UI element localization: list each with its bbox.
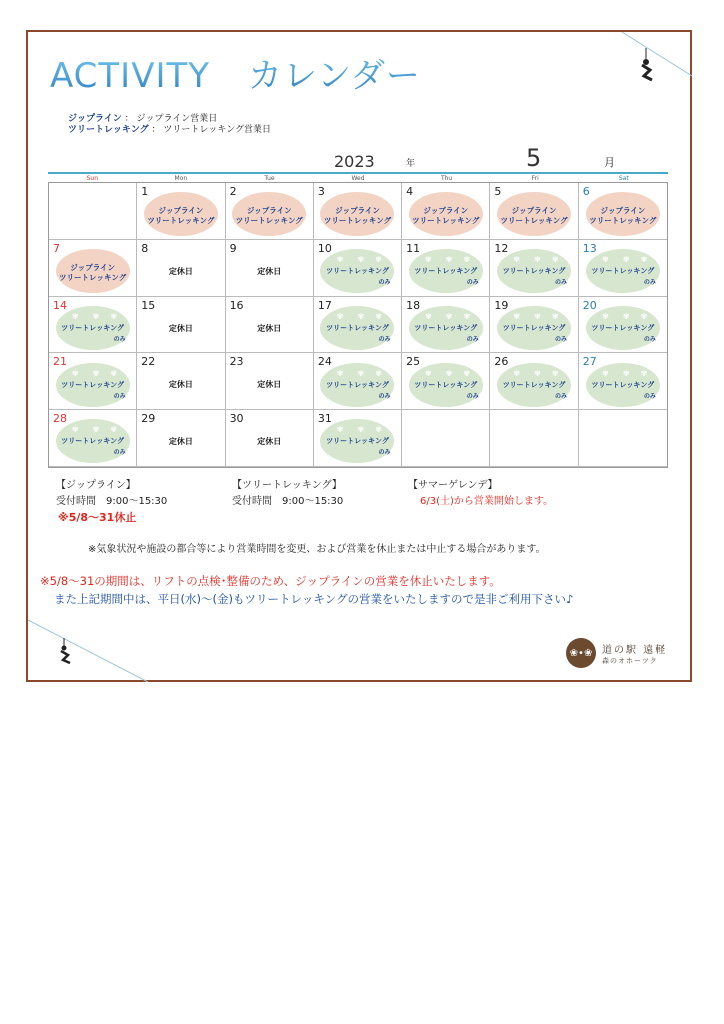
badge-tree-label: ツリートレッキング	[326, 380, 389, 389]
year-month-header	[48, 144, 668, 174]
tree-only-badge	[409, 249, 483, 293]
badge-tree-label: ツリートレッキング	[591, 380, 655, 389]
calendar-day-cell	[579, 240, 667, 297]
summer-open-note: 6/3(土)から営業開始します。	[420, 496, 554, 507]
day-number: 4	[406, 185, 414, 198]
closed-day-label: 定休日	[168, 380, 193, 390]
closed-day-label: 定休日	[168, 323, 193, 333]
leaf-icon: ✾	[110, 311, 118, 321]
leaf-icon: ✾	[534, 368, 541, 378]
tree-only-badge	[320, 249, 394, 293]
zipline-heading: 【ジップライン】	[56, 480, 136, 491]
calendar-day-cell	[402, 353, 490, 410]
leaf-icon: ✾	[622, 255, 630, 265]
zipline-hours: 受付時間 9:00～15:30	[56, 496, 168, 507]
legend-zip-key: ジップライン	[68, 114, 122, 124]
leaf-icon: ✾	[110, 368, 118, 378]
logo-sub: 森のオホーツク	[602, 656, 658, 665]
title-english: ACTIVITY	[50, 56, 211, 96]
badge-tree-label: ツリートレッキング	[502, 323, 566, 332]
closed-day-label: 定休日	[257, 437, 282, 447]
calendar-sheet	[26, 30, 692, 682]
month: 5	[526, 144, 542, 172]
calendar-day-cell	[579, 183, 667, 240]
badge-only-label: のみ	[466, 279, 479, 287]
tree-only-badge	[320, 306, 394, 350]
calendar-day-cell	[137, 183, 225, 240]
leaf-icon: ✾	[375, 255, 382, 265]
legend-tree-sep: ：	[151, 125, 161, 135]
tree-only-badge	[586, 363, 660, 407]
info-summer-slope	[408, 478, 553, 510]
blue-notice: また上記期間中は、平日(水)～(金)もツリートレッキングの営業をいたしますので是非ご利用下さい♪	[54, 592, 574, 606]
day-number: 20	[582, 298, 597, 312]
closed-day-label: 定休日	[257, 266, 282, 276]
leaf-icon: ✾	[425, 255, 432, 265]
leaf-icon: ✾	[336, 255, 344, 265]
day-number: 24	[317, 355, 332, 369]
leaf-icon: ✾	[463, 311, 471, 321]
zipline-and-tree-badge	[409, 192, 483, 236]
leaf-icon: ✾	[445, 311, 453, 321]
legend-zip-desc: ジップライン営業日	[136, 114, 218, 124]
badge-only-label: のみ	[466, 392, 479, 400]
day-number: 9	[229, 241, 237, 255]
calendar-empty-cell	[402, 410, 490, 467]
leaf-icon: ✾	[513, 311, 521, 321]
leaf-icon: ✾	[602, 368, 609, 378]
tree-only-badge	[56, 419, 130, 463]
weather-note: ※気象状況や施設の都合等により営業時間を変更、および営業を休止または中止する場合があります。	[88, 544, 546, 555]
badge-tree-label: ツリートレッキング	[326, 267, 389, 276]
badge-tree-label: ツリートレッキング	[502, 380, 566, 389]
zipline-closed-note: ※5/8～31休止	[58, 511, 137, 524]
badge-only-label: のみ	[555, 279, 568, 287]
leaf-icon: ✾	[445, 255, 453, 265]
day-number: 11	[406, 241, 421, 255]
period-notice	[40, 572, 573, 608]
badge-tree-label: ツリートレッキング	[326, 437, 389, 446]
leaf-icon: ✾	[336, 311, 344, 321]
leaf-icon: ✾	[622, 311, 630, 321]
day-number: 28	[53, 412, 67, 426]
badge-only-label: のみ	[113, 392, 126, 400]
calendar-day-cell	[579, 297, 667, 354]
leaf-icon: ✾	[71, 311, 79, 321]
calendar-day-cell	[137, 410, 225, 467]
badge-zipline-label: ジップライン	[70, 263, 116, 273]
leaf-icon: ✾	[357, 255, 365, 265]
leaf-icon: ✾	[640, 311, 648, 321]
logo-mark: ❀•❀	[566, 638, 596, 668]
badge-tree-label: ツリートレッキング	[323, 216, 392, 226]
leaf-icon: ✾	[357, 311, 365, 321]
red-notice: ※5/8～31の期間は、リフトの点検･整備のため、ジップラインの営業を休止いたします。	[40, 574, 501, 588]
weekday-label: Wed	[351, 175, 365, 182]
calendar-day-cell	[49, 410, 137, 467]
leaf-icon: ✾	[534, 255, 541, 265]
leaf-icon: ✾	[551, 311, 559, 321]
leaf-icon: ✾	[92, 368, 100, 378]
badge-tree-label: ツリートレッキング	[591, 323, 655, 332]
day-number: 18	[406, 298, 421, 312]
badge-zipline-label: ジップライン	[246, 206, 292, 216]
day-number: 31	[317, 412, 332, 426]
calendar-day-cell	[402, 183, 490, 240]
tree-only-badge	[56, 363, 130, 407]
badge-tree-label: ツリートレッキング	[500, 216, 568, 226]
leaf-icon: ✾	[375, 368, 382, 378]
weekday-label: Mon	[174, 175, 188, 182]
badge-only-label: のみ	[555, 335, 568, 343]
leaf-icon: ✾	[71, 425, 79, 435]
weekday-label: Fri	[531, 175, 539, 182]
leaf-icon: ✾	[357, 425, 365, 435]
calendar-day-cell	[49, 240, 137, 297]
weekday-header	[48, 175, 668, 182]
calendar-day-cell	[579, 353, 667, 410]
tree-only-badge	[497, 249, 571, 293]
calendar-day-cell	[490, 353, 578, 410]
zipline-and-tree-badge	[586, 192, 660, 236]
badge-only-label: のみ	[466, 335, 479, 343]
day-number: 25	[406, 355, 421, 369]
leaf-icon: ✾	[110, 425, 118, 435]
day-number: 13	[582, 241, 597, 255]
badge-tree-label: ツリートレッキング	[414, 267, 478, 276]
logo-name: 道の駅 遠軽	[602, 644, 668, 656]
summer-heading: 【サマーゲレンデ】	[408, 480, 498, 491]
badge-tree-label: ツリートレッキング	[589, 216, 657, 226]
leaf-icon: ✾	[602, 311, 609, 321]
day-number: 30	[229, 412, 244, 426]
badge-zipline-label: ジップライン	[158, 206, 204, 216]
tree-heading: 【ツリートレッキング】	[232, 480, 342, 491]
leaf-icon: ✾	[640, 368, 648, 378]
day-number: 17	[317, 298, 332, 312]
leaf-icon: ✾	[513, 368, 521, 378]
badge-zipline-label: ジップライン	[600, 206, 646, 216]
leaf-icon: ✾	[602, 255, 609, 265]
day-number: 26	[494, 355, 509, 369]
calendar-day-cell	[137, 353, 225, 410]
leaf-icon: ✾	[463, 255, 471, 265]
tree-only-badge	[586, 249, 660, 293]
leaf-icon: ✾	[336, 368, 344, 378]
badge-zipline-label: ジップライン	[511, 206, 557, 216]
badge-tree-label: ツリートレッキング	[326, 323, 389, 332]
month-unit: 月	[604, 156, 615, 169]
calendar-day-cell	[226, 183, 314, 240]
leaf-icon: ✾	[357, 368, 365, 378]
leaf-icon: ✾	[425, 311, 432, 321]
calendar-day-cell	[490, 183, 578, 240]
day-number: 14	[53, 298, 67, 312]
calendar-day-cell	[226, 240, 314, 297]
badge-only-label: のみ	[643, 335, 656, 343]
day-number: 7	[53, 241, 60, 255]
info-zipline	[56, 478, 167, 526]
closed-day-label: 定休日	[168, 437, 193, 447]
badge-tree-label: ツリートレッキング	[235, 216, 303, 226]
calendar-day-cell	[402, 297, 490, 354]
tree-only-badge	[320, 363, 394, 407]
closed-day-label: 定休日	[257, 380, 282, 390]
tree-hours: 受付時間 9:00～15:30	[232, 496, 344, 507]
weekday-label: Thu	[440, 175, 453, 182]
weekday-label: Sat	[618, 175, 629, 182]
calendar-day-cell	[314, 353, 402, 410]
tree-only-badge	[497, 306, 571, 350]
leaf-icon: ✾	[375, 425, 382, 435]
zipline-and-tree-badge	[144, 192, 218, 236]
badge-tree-label: ツリートレッキング	[61, 437, 124, 446]
badge-only-label: のみ	[378, 335, 391, 343]
zipline-rider-icon-bottom	[28, 620, 148, 682]
leaf-icon: ✾	[640, 255, 648, 265]
calendar-day-cell	[226, 297, 314, 354]
legend-tree-desc: ツリートレッキング営業日	[163, 125, 272, 135]
calendar-day-cell	[490, 297, 578, 354]
day-number: 27	[582, 355, 597, 369]
day-number: 23	[229, 355, 244, 369]
day-number: 21	[53, 355, 67, 369]
title-japanese: カレンダー	[248, 48, 421, 97]
calendar-empty-cell	[579, 410, 667, 467]
calendar-empty-cell	[490, 410, 578, 467]
leaf-icon: ✾	[445, 368, 453, 378]
tree-only-badge	[320, 419, 394, 463]
tree-only-badge	[56, 306, 130, 350]
calendar-day-cell	[137, 297, 225, 354]
day-number: 3	[317, 185, 325, 198]
badge-only-label: のみ	[555, 392, 568, 400]
badge-tree-label: ツリートレッキング	[59, 273, 127, 283]
closed-day-label: 定休日	[257, 323, 282, 333]
calendar-empty-cell	[49, 183, 137, 240]
badge-only-label: のみ	[643, 279, 656, 287]
day-number: 6	[582, 185, 590, 198]
calendar-day-cell	[314, 410, 402, 467]
calendar-day-cell	[314, 297, 402, 354]
day-number: 22	[141, 355, 156, 369]
badge-tree-label: ツリートレッキング	[61, 323, 124, 332]
leaf-icon: ✾	[622, 368, 630, 378]
leaf-icon: ✾	[425, 368, 432, 378]
page-title	[50, 48, 421, 96]
badge-tree-label: ツリートレッキング	[414, 323, 478, 332]
zipline-and-tree-badge	[497, 192, 571, 236]
leaf-icon: ✾	[71, 368, 79, 378]
closed-day-label: 定休日	[168, 266, 193, 276]
zipline-and-tree-badge	[56, 249, 130, 293]
badge-only-label: のみ	[378, 449, 391, 457]
day-number: 1	[141, 185, 149, 198]
day-number: 29	[141, 412, 156, 426]
badge-only-label: のみ	[113, 335, 126, 343]
badge-only-label: のみ	[113, 449, 126, 457]
leaf-icon: ✾	[551, 255, 559, 265]
michinoeki-engaru-logo	[566, 638, 667, 668]
leaf-icon: ✾	[92, 425, 100, 435]
calendar-day-cell	[49, 297, 137, 354]
tree-only-badge	[586, 306, 660, 350]
calendar-day-cell	[49, 353, 137, 410]
tree-only-badge	[409, 363, 483, 407]
day-number: 16	[229, 298, 244, 312]
tree-only-badge	[497, 363, 571, 407]
day-number: 12	[494, 241, 509, 255]
day-number: 10	[317, 241, 332, 255]
legend	[68, 114, 271, 136]
day-number: 5	[494, 185, 502, 198]
badge-only-label: のみ	[378, 279, 391, 287]
calendar-day-cell	[402, 240, 490, 297]
weekday-label: Sun	[86, 175, 98, 182]
calendar-day-cell	[314, 183, 402, 240]
zipline-and-tree-badge	[232, 192, 306, 236]
badge-tree-label: ツリートレッキング	[414, 380, 478, 389]
calendar-day-cell	[226, 353, 314, 410]
badge-only-label: のみ	[643, 392, 656, 400]
badge-tree-label: ツリートレッキング	[591, 267, 655, 276]
calendar-grid	[48, 182, 668, 468]
badge-tree-label: ツリートレッキング	[502, 267, 566, 276]
leaf-icon: ✾	[336, 425, 344, 435]
day-number: 19	[494, 298, 509, 312]
day-number: 2	[229, 185, 237, 198]
tree-only-badge	[409, 306, 483, 350]
day-number: 15	[141, 298, 156, 312]
leaf-icon: ✾	[551, 368, 559, 378]
leaf-icon: ✾	[513, 255, 521, 265]
leaf-icon: ✾	[463, 368, 471, 378]
calendar-day-cell	[314, 240, 402, 297]
badge-zipline-label: ジップライン	[423, 206, 469, 216]
legend-zip-sep: ：	[124, 114, 134, 124]
day-number: 8	[141, 241, 149, 255]
badge-tree-label: ツリートレッキング	[147, 216, 215, 226]
year: 2023	[334, 152, 375, 171]
year-unit: 年	[406, 159, 416, 169]
weekday-label: Tue	[264, 175, 275, 182]
calendar-day-cell	[490, 240, 578, 297]
calendar-day-cell	[137, 240, 225, 297]
leaf-icon: ✾	[92, 311, 100, 321]
legend-tree-key: ツリートレッキング	[68, 125, 149, 135]
badge-zipline-label: ジップライン	[335, 206, 380, 216]
badge-tree-label: ツリートレッキング	[61, 380, 124, 389]
badge-tree-label: ツリートレッキング	[412, 216, 480, 226]
leaf-icon: ✾	[375, 311, 382, 321]
calendar-day-cell	[226, 410, 314, 467]
badge-only-label: のみ	[378, 392, 391, 400]
zipline-and-tree-badge	[320, 192, 394, 236]
info-tree-trekking	[232, 478, 343, 510]
zipline-rider-icon	[622, 32, 692, 92]
leaf-icon: ✾	[534, 311, 541, 321]
